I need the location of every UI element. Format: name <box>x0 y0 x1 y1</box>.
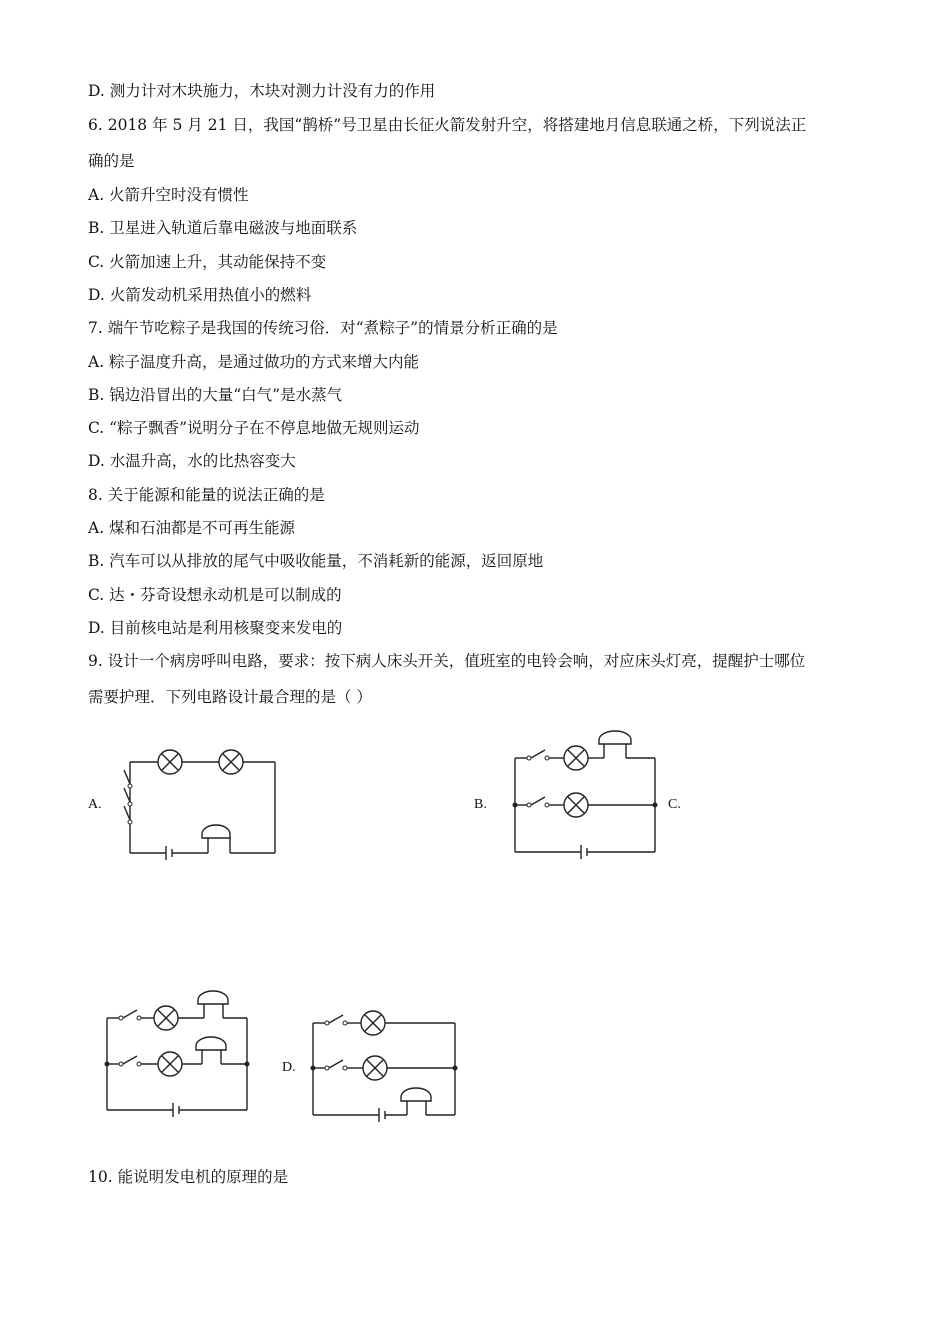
switch-icon <box>123 1010 137 1018</box>
q6-option-a: A. 火箭升空时没有惯性 <box>88 186 249 204</box>
bell-icon <box>198 991 228 1004</box>
circuit-a-label: A. <box>88 797 102 812</box>
switch-icon <box>531 797 545 805</box>
q5-option-d: D. 测力计对木块施力，木块对测力计没有力的作用 <box>88 82 436 100</box>
circuit-bc-diagram <box>505 730 670 860</box>
bell-icon <box>401 1088 431 1101</box>
bell-icon <box>202 825 230 838</box>
switch-icon <box>124 770 130 784</box>
circuit-c-diagram <box>97 990 262 1120</box>
q8-stem: 8. 关于能源和能量的说法正确的是 <box>88 486 325 504</box>
circuit-b-label: B. <box>474 797 487 812</box>
q7-option-a: A. 粽子温度升高，是通过做功的方式来增大内能 <box>88 353 420 371</box>
q7-option-b: B. 锅边沿冒出的大量“白气”是水蒸气 <box>88 386 343 404</box>
circuit-d-label: D. <box>282 1060 296 1075</box>
q6-option-d: D. 火箭发动机采用热值小的燃料 <box>88 286 312 304</box>
switch-icon <box>329 1060 343 1068</box>
switch-icon <box>329 1015 343 1023</box>
q7-option-d: D. 水温升高，水的比热容变大 <box>88 452 296 470</box>
switch-icon <box>531 750 545 758</box>
q6-option-c: C. 火箭加速上升，其动能保持不变 <box>88 253 327 271</box>
q9-stem-line1: 9. 设计一个病房呼叫电路，要求：按下病人床头开关，值班室的电铃会响，对应床头灯亮，提醒护士哪位 <box>88 652 806 670</box>
bell-icon <box>599 731 631 744</box>
q8-option-d: D. 目前核电站是利用核聚变来发电的 <box>88 619 343 637</box>
circuit-c-label: C. <box>668 797 681 812</box>
q6-stem-line1: 6. 2018 年 5 月 21 日，我国“鹊桥”号卫星由长征火箭发射升空，将搭建地月信息联通之桥，下列说法正 <box>88 116 807 134</box>
q7-stem: 7. 端午节吃粽子是我国的传统习俗．对“煮粽子”的情景分析正确的是 <box>88 319 558 337</box>
q8-option-c: C. 达・芬奇设想永动机是可以制成的 <box>88 586 342 604</box>
circuit-a-diagram <box>110 740 290 865</box>
q7-option-c: C. “粽子飘香”说明分子在不停息地做无规则运动 <box>88 419 420 437</box>
q8-option-b: B. 汽车可以从排放的尾气中吸收能量，不消耗新的能源，返回原地 <box>88 552 544 570</box>
q9-stem-line2: 需要护理．下列电路设计最合理的是（ ） <box>88 688 372 706</box>
q6-option-b: B. 卫星进入轨道后靠电磁波与地面联系 <box>88 219 358 237</box>
q10-stem: 10. 能说明发电机的原理的是 <box>88 1168 289 1186</box>
circuit-d-diagram <box>303 995 468 1125</box>
bell-icon <box>196 1037 226 1050</box>
q6-stem-line2: 确的是 <box>88 152 135 170</box>
q8-option-a: A. 煤和石油都是不可再生能源 <box>88 519 296 537</box>
switch-icon <box>123 1056 137 1064</box>
